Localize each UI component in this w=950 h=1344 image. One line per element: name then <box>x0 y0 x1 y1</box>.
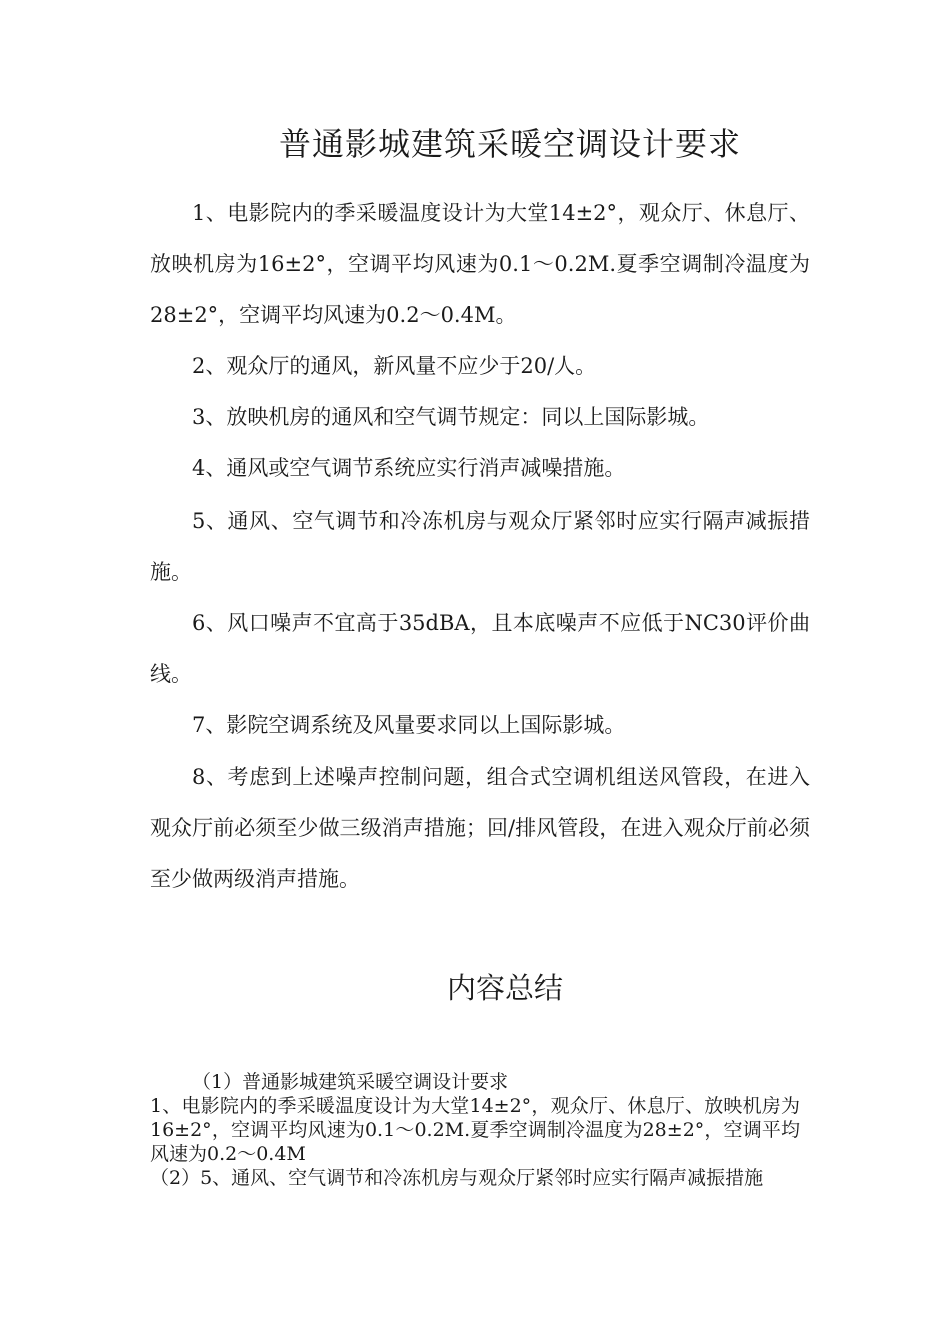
paragraph-7: 7、影院空调系统及风量要求同以上国际影城。 <box>192 713 626 737</box>
document-title: 普通影城建筑采暖空调设计要求 <box>278 125 741 163</box>
summary-item-1-title: （1）普通影城建筑采暖空调设计要求 <box>192 1071 509 1093</box>
summary-item-2: （2）5、通风、空气调节和冷冻机房与观众厅紧邻时应实行隔声减振措施 <box>150 1167 764 1189</box>
paragraph-1: 1、电影院内的季采暖温度设计为大堂14±2°，观众厅、休息厅、放映机房为16±2°，空调平均风速为0.1～0.2M.夏季空调制冷温度为28±2°，空调平均风速为0.2～0.4M。 <box>150 201 810 327</box>
paragraph-2: 2、观众厅的通风，新风量不应少于20/人。 <box>192 354 597 378</box>
paragraph-8: 8、考虑到上述噪声控制问题，组合式空调机组送风管段，在进入观众厅前必须至少做三级消声措施；回/排风管段，在进入观众厅前必须至少做两级消声措施。 <box>150 765 810 891</box>
summary-item-1-body: 1、电影院内的季采暖温度设计为大堂14±2°，观众厅、休息厅、放映机房为16±2°，空调平均风速为0.1～0.2M.夏季空调制冷温度为28±2°，空调平均风速为0.2～0.4M <box>150 1095 800 1165</box>
paragraph-5: 5、通风、空气调节和冷冻机房与观众厅紧邻时应实行隔声减振措施。 <box>150 509 810 584</box>
paragraph-6: 6、风口噪声不宜高于35dBA，且本底噪声不应低于NC30评价曲线。 <box>150 611 810 686</box>
paragraph-4: 4、通风或空气调节系统应实行消声减噪措施。 <box>192 456 626 480</box>
paragraph-3: 3、放映机房的通风和空气调节规定：同以上国际影城。 <box>192 405 710 429</box>
summary-section <box>150 1070 800 1190</box>
summary-heading: 内容总结 <box>446 971 563 1005</box>
